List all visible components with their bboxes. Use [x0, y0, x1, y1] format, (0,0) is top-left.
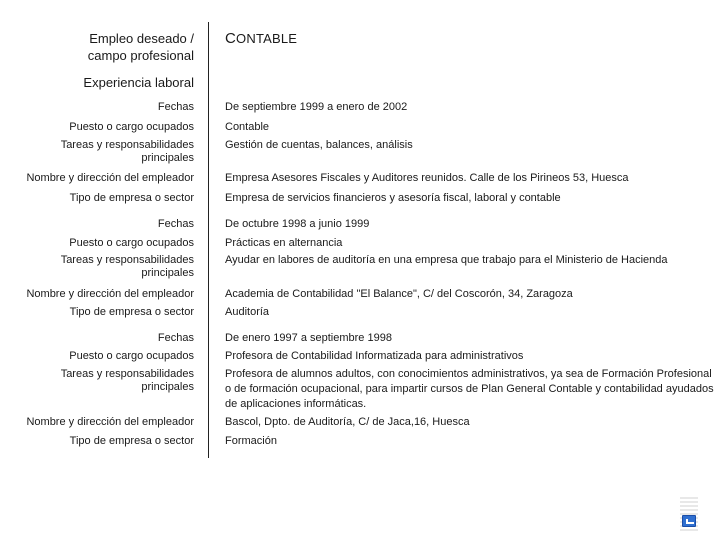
tasks-value: Ayudar en labores de auditoría en una empresa que trabajo para el Ministerio de Hacienda	[225, 254, 668, 266]
sector-value: Empresa de servicios financieros y asesoría fiscal, laboral y contable	[225, 192, 561, 204]
tasks-label-line2: principales	[141, 152, 194, 164]
tasks-value-line1: Profesora de alumnos adultos, con conocimientos administrativos, ya sea de Formación Profesional	[225, 368, 712, 380]
dates-value: De septiembre 1999 a enero de 2002	[225, 101, 408, 113]
employer-label: Nombre y dirección del empleador	[26, 288, 194, 300]
sector-value: Formación	[225, 435, 277, 447]
dates-label: Fechas	[157, 218, 194, 230]
tasks-value: Gestión de cuentas, balances, análisis	[225, 139, 413, 151]
tasks-value-line3: de aplicaciones informáticas.	[225, 398, 367, 410]
tasks-label-line1: Tareas y responsabilidades	[60, 368, 194, 380]
employer-value: Bascol, Dpto. de Auditoría, C/ de Jaca,16, Huesca	[225, 416, 470, 428]
experience-section-title: Experiencia laboral	[83, 75, 194, 90]
position-value: Profesora de Contabilidad Informatizada para administrativos	[225, 350, 524, 362]
tasks-label	[61, 254, 194, 280]
tasks-label	[61, 139, 194, 165]
desired-job-value	[225, 30, 297, 47]
tasks-label-line2: principales	[141, 381, 194, 393]
position-label: Puesto o cargo ocupados	[69, 121, 194, 133]
desired-job-label	[88, 30, 194, 64]
tasks-label	[61, 368, 194, 394]
employer-value: Academia de Contabilidad "El Balance", C/ del Coscorón, 34, Zaragoza	[225, 288, 573, 300]
tasks-label-line1: Tareas y responsabilidades	[60, 254, 194, 266]
slide-navigation-icon[interactable]	[680, 497, 698, 531]
position-label: Puesto o cargo ocupados	[69, 350, 194, 362]
slide-navigation-button[interactable]	[682, 515, 696, 527]
sector-value: Auditoría	[225, 306, 270, 318]
position-value: Contable	[225, 121, 270, 133]
employer-label: Nombre y dirección del empleador	[26, 416, 194, 428]
sector-label: Tipo de empresa o sector	[69, 306, 194, 318]
tasks-label-line1: Tareas y responsabilidades	[60, 139, 194, 151]
sector-label: Tipo de empresa o sector	[69, 435, 194, 447]
dates-value: De enero 1997 a septiembre 1998	[225, 332, 392, 344]
sector-label: Tipo de empresa o sector	[69, 192, 194, 204]
desired-job-label-line1: Empleo deseado /	[89, 31, 194, 46]
employer-value: Empresa Asesores Fiscales y Auditores reunidos. Calle de los Pirineos 53, Huesca	[225, 172, 629, 184]
tasks-label-line2: principales	[141, 267, 194, 279]
position-value: Prácticas en alternancia	[225, 237, 343, 249]
dates-value: De octubre 1998 a junio 1999	[225, 218, 370, 230]
tasks-value-line2: o de formación ocupacional, para impartir cursos de Plan General Contable y contabilidad ayudados	[225, 383, 714, 395]
dates-label: Fechas	[157, 101, 194, 113]
column-divider	[208, 22, 209, 458]
desired-job-value-rest: ONTABLE	[236, 31, 298, 46]
desired-job-value-initial: C	[225, 30, 237, 47]
desired-job-label-line2: campo profesional	[87, 48, 194, 63]
dates-label: Fechas	[157, 332, 194, 344]
employer-label: Nombre y dirección del empleador	[26, 172, 194, 184]
position-label: Puesto o cargo ocupados	[69, 237, 194, 249]
